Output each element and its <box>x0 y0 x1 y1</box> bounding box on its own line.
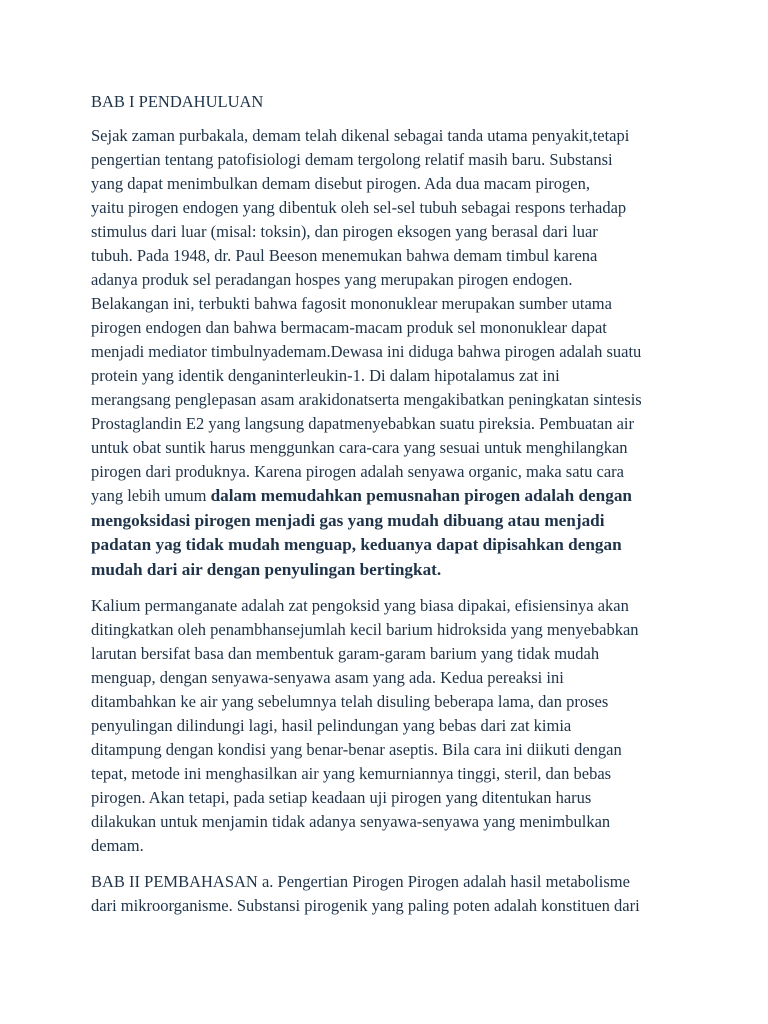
text-line: BAB II PEMBAHASAN a. Pengertian Pirogen Pirogen adalah hasil metabolisme <box>91 872 630 891</box>
text-line: menguap, dengan senyawa-senyawa asam yang ada. Kedua pereaksi ini <box>91 668 564 687</box>
text-line: Sejak zaman purbakala, demam telah dikenal sebagai tanda utama penyakit,tetapi <box>91 126 630 145</box>
text-line: tepat, metode ini menghasilkan air yang kemurniannya tinggi, steril, dan bebas <box>91 764 612 783</box>
text-line: pirogen endogen dan bahwa bermacam-macam produk sel mononuklear dapat <box>91 318 607 337</box>
text-line: tubuh. Pada 1948, dr. Paul Beeson menemukan bahwa demam timbul karena <box>91 246 598 265</box>
text-line: pengertian tentang patofisiologi demam tergolong relatif masih baru. Substansi <box>91 150 613 169</box>
bold-text-line: padatan yag tidak mudah menguap, keduanya dapat dipisahkan dengan <box>91 535 622 554</box>
document-page <box>91 90 691 930</box>
paragraph-kalium <box>91 594 691 858</box>
text-line: adanya produk sel peradangan hospes yang merupakan pirogen endogen. <box>91 270 573 289</box>
text-line: dari mikroorganisme. Substansi pirogenik yang paling poten adalah konstituen dari <box>91 896 640 915</box>
text-line: yang dapat menimbulkan demam disebut pirogen. Ada dua macam pirogen, <box>91 174 590 193</box>
text-line: larutan bersifat basa dan membentuk garam-garam barium yang tidak mudah <box>91 644 600 663</box>
text-line: Kalium permanganate adalah zat pengoksid yang biasa dipakai, efisiensinya akan <box>91 596 629 615</box>
text-line: Belakangan ini, terbukti bahwa fagosit mononuklear merupakan sumber utama <box>91 294 612 313</box>
text-line: untuk obat suntik harus menggunkan cara-cara yang sesuai untuk menghilangkan <box>91 438 628 457</box>
text-line: Prostaglandin E2 yang langsung dapatmenyebabkan suatu pireksia. Pembuatan air <box>91 414 634 433</box>
normal-text-span: yang lebih umum <box>91 486 211 505</box>
text-line: ditambahkan ke air yang sebelumnya telah disuling beberapa lama, dan proses <box>91 692 609 711</box>
text-line: pirogen. Akan tetapi, pada setiap keadaan uji pirogen yang ditentukan harus <box>91 788 592 807</box>
bold-text-span: dalam memudahkan pemusnahan pirogen adalah dengan <box>210 486 632 505</box>
text-line: stimulus dari luar (misal: toksin), dan pirogen eksogen yang berasal dari luar <box>91 222 598 241</box>
text-line: protein yang identik denganinterleukin-1. Di dalam hipotalamus zat ini <box>91 366 560 385</box>
text-line: ditampung dengan kondisi yang benar-benar aseptis. Bila cara ini diikuti dengan <box>91 740 622 759</box>
text-line: penyulingan dilindungi lagi, hasil pelindungan yang bebas dari zat kimia <box>91 716 572 735</box>
bold-text-line: mengoksidasi pirogen menjadi gas yang mudah dibuang atau menjadi <box>91 510 605 530</box>
text-line: merangsang penglepasan asam arakidonatserta mengakibatkan peningkatan sintesis <box>91 390 642 409</box>
bold-text-line: mudah dari air dengan penyulingan bertingkat. <box>91 559 442 579</box>
text-line: yaitu pirogen endogen yang dibentuk oleh sel-sel tubuh sebagai respons terhadap <box>91 198 627 217</box>
mixed-text-line <box>91 484 691 509</box>
text-line: ditingkatkan oleh penambhansejumlah kecil barium hidroksida yang menyebabkan <box>91 620 639 639</box>
text-line: pirogen dari produknya. Karena pirogen adalah senyawa organic, maka satu cara <box>91 462 624 481</box>
paragraph-intro <box>91 124 691 582</box>
text-line: dilakukan untuk menjamin tidak adanya senyawa-senyawa yang menimbulkan <box>91 812 611 831</box>
chapter-heading: BAB I PENDAHULUAN <box>91 92 264 111</box>
text-line: demam. <box>91 836 144 855</box>
text-line: menjadi mediator timbulnyademam.Dewasa ini diduga bahwa pirogen adalah suatu <box>91 342 642 361</box>
paragraph-bab-ii <box>91 870 691 918</box>
